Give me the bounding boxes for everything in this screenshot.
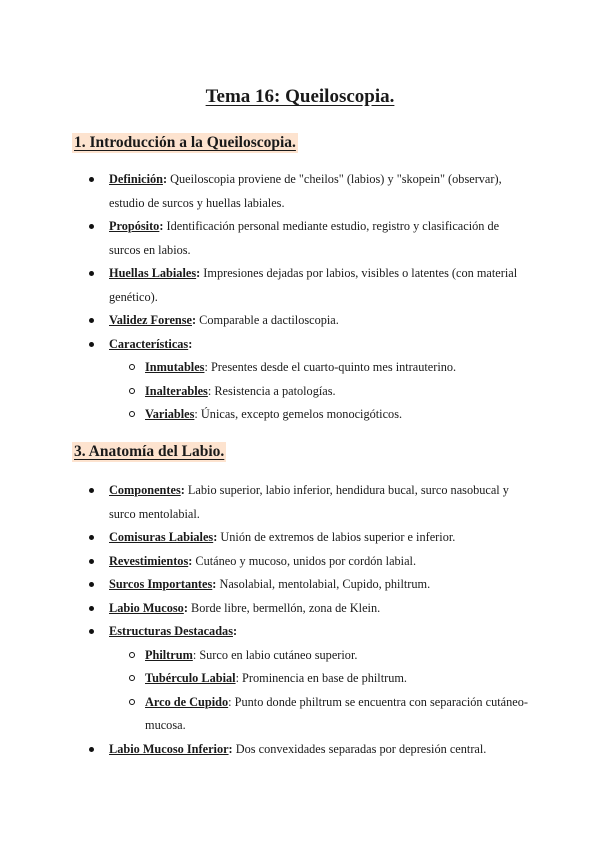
sub-item-inmutables <box>0 356 600 380</box>
list-item-surcos-importantes <box>0 573 600 597</box>
term-separator: : <box>228 694 232 709</box>
item-text: Borde libre, bermellón, zona de Klein. <box>187 600 381 615</box>
term-label: Arco de Cupido <box>145 694 229 709</box>
sub-item-arco-de-cupido <box>0 691 600 738</box>
list-item-definicion <box>0 168 600 215</box>
item-text: Surco en labio cutáneo superior. <box>196 647 358 662</box>
term-label: Componentes <box>109 483 181 497</box>
term-label: Labio Mucoso <box>109 600 184 615</box>
term-label: Definición <box>109 172 163 186</box>
term-separator: : <box>180 483 185 497</box>
list-item-huellas-labiales <box>0 262 600 309</box>
list-item-estructuras-destacadas <box>0 620 600 644</box>
item-text: Queiloscopia proviene de "cheilos" (labios) y "skopein" (observar), estudio de surcos y huellas labiales. <box>109 172 502 210</box>
term-separator: : <box>188 553 193 568</box>
item-text: Labio superior, labio inferior, hendidura bucal, surco nasobucal y surco mentolabial. <box>109 483 509 521</box>
item-text: Impresiones dejadas por labios, visibles o latentes (con material genético). <box>109 266 518 304</box>
item-text: Cutáneo y mucoso, unidos por cordón labial. <box>192 553 417 568</box>
term-label: Variables <box>145 407 195 421</box>
list-item-componentes <box>0 479 600 526</box>
sub-item-philtrum <box>0 644 600 668</box>
term-label: Surcos Importantes <box>109 577 213 591</box>
list-item-labio-mucoso <box>0 597 600 621</box>
term-label: Propósito <box>109 219 160 233</box>
item-text: Nasolabial, mentolabial, Cupido, philtrum. <box>216 577 431 591</box>
item-text: Dos convexidades separadas por depresión central. <box>232 741 487 756</box>
sub-item-variables <box>0 403 600 427</box>
item-text: Punto donde philtrum se encuentra con separación cutáneo-mucosa. <box>145 694 528 732</box>
term-label: Revestimientos <box>109 553 189 568</box>
list-item-caracteristicas <box>0 333 600 357</box>
term-separator: : <box>194 407 198 421</box>
term-separator: : <box>212 577 217 591</box>
term-label: Inalterables <box>145 383 208 398</box>
term-label: Huellas Labiales <box>109 266 197 280</box>
term-label: Características <box>109 336 189 351</box>
term-separator: : <box>213 530 218 544</box>
term-separator: : <box>232 624 238 638</box>
section-heading-introduccion: 1. Introducción a la Queiloscopia. <box>74 134 296 151</box>
section-list-introduccion <box>0 168 600 427</box>
term-separator: : <box>235 671 239 685</box>
list-item-revestimientos <box>0 550 600 574</box>
term-separator: : <box>192 313 197 327</box>
term-separator: : <box>162 172 168 186</box>
term-label: Comisuras Labiales <box>109 530 214 544</box>
list-item-proposito <box>0 215 600 262</box>
section-list-anatomia <box>0 479 600 761</box>
term-separator: : <box>204 360 208 374</box>
list-item-labio-mucoso-inferior <box>0 738 600 762</box>
section-heading-anatomia: 3. Anatomía del Labio. <box>74 443 225 460</box>
item-text: Resistencia a patologías. <box>211 383 336 398</box>
list-item-validez-forense <box>0 309 600 333</box>
term-separator: : <box>188 336 193 351</box>
item-text: Comparable a dactiloscopia. <box>196 313 339 327</box>
term-label: Validez Forense <box>109 313 192 327</box>
term-separator: : <box>183 600 188 615</box>
sub-item-inalterables <box>0 380 600 404</box>
term-separator: : <box>196 266 201 280</box>
item-text: Identificación personal mediante estudio, registro y clasificación de surcos en labios. <box>109 219 500 257</box>
term-label: Estructuras Destacadas <box>109 624 233 638</box>
term-separator: : <box>159 219 164 233</box>
item-text: Únicas, excepto gemelos monocigóticos. <box>197 407 403 421</box>
term-separator: : <box>192 647 197 662</box>
item-text: Presentes desde el cuarto-quinto mes intrauterino. <box>207 360 457 374</box>
term-separator: : <box>228 741 233 756</box>
item-text: Unión de extremos de labios superior e inferior. <box>217 530 456 544</box>
sub-item-tuberculo-labial <box>0 667 600 691</box>
term-label: Tubérculo Labial <box>145 671 236 685</box>
term-label: Philtrum <box>145 647 193 662</box>
term-label: Labio Mucoso Inferior <box>109 741 229 756</box>
list-item-comisuras-labiales <box>0 526 600 550</box>
item-text: Prominencia en base de philtrum. <box>238 671 407 685</box>
term-label: Inmutables <box>145 360 205 374</box>
term-separator: : <box>207 383 212 398</box>
page-title: Tema 16: Queiloscopia. <box>205 86 395 107</box>
